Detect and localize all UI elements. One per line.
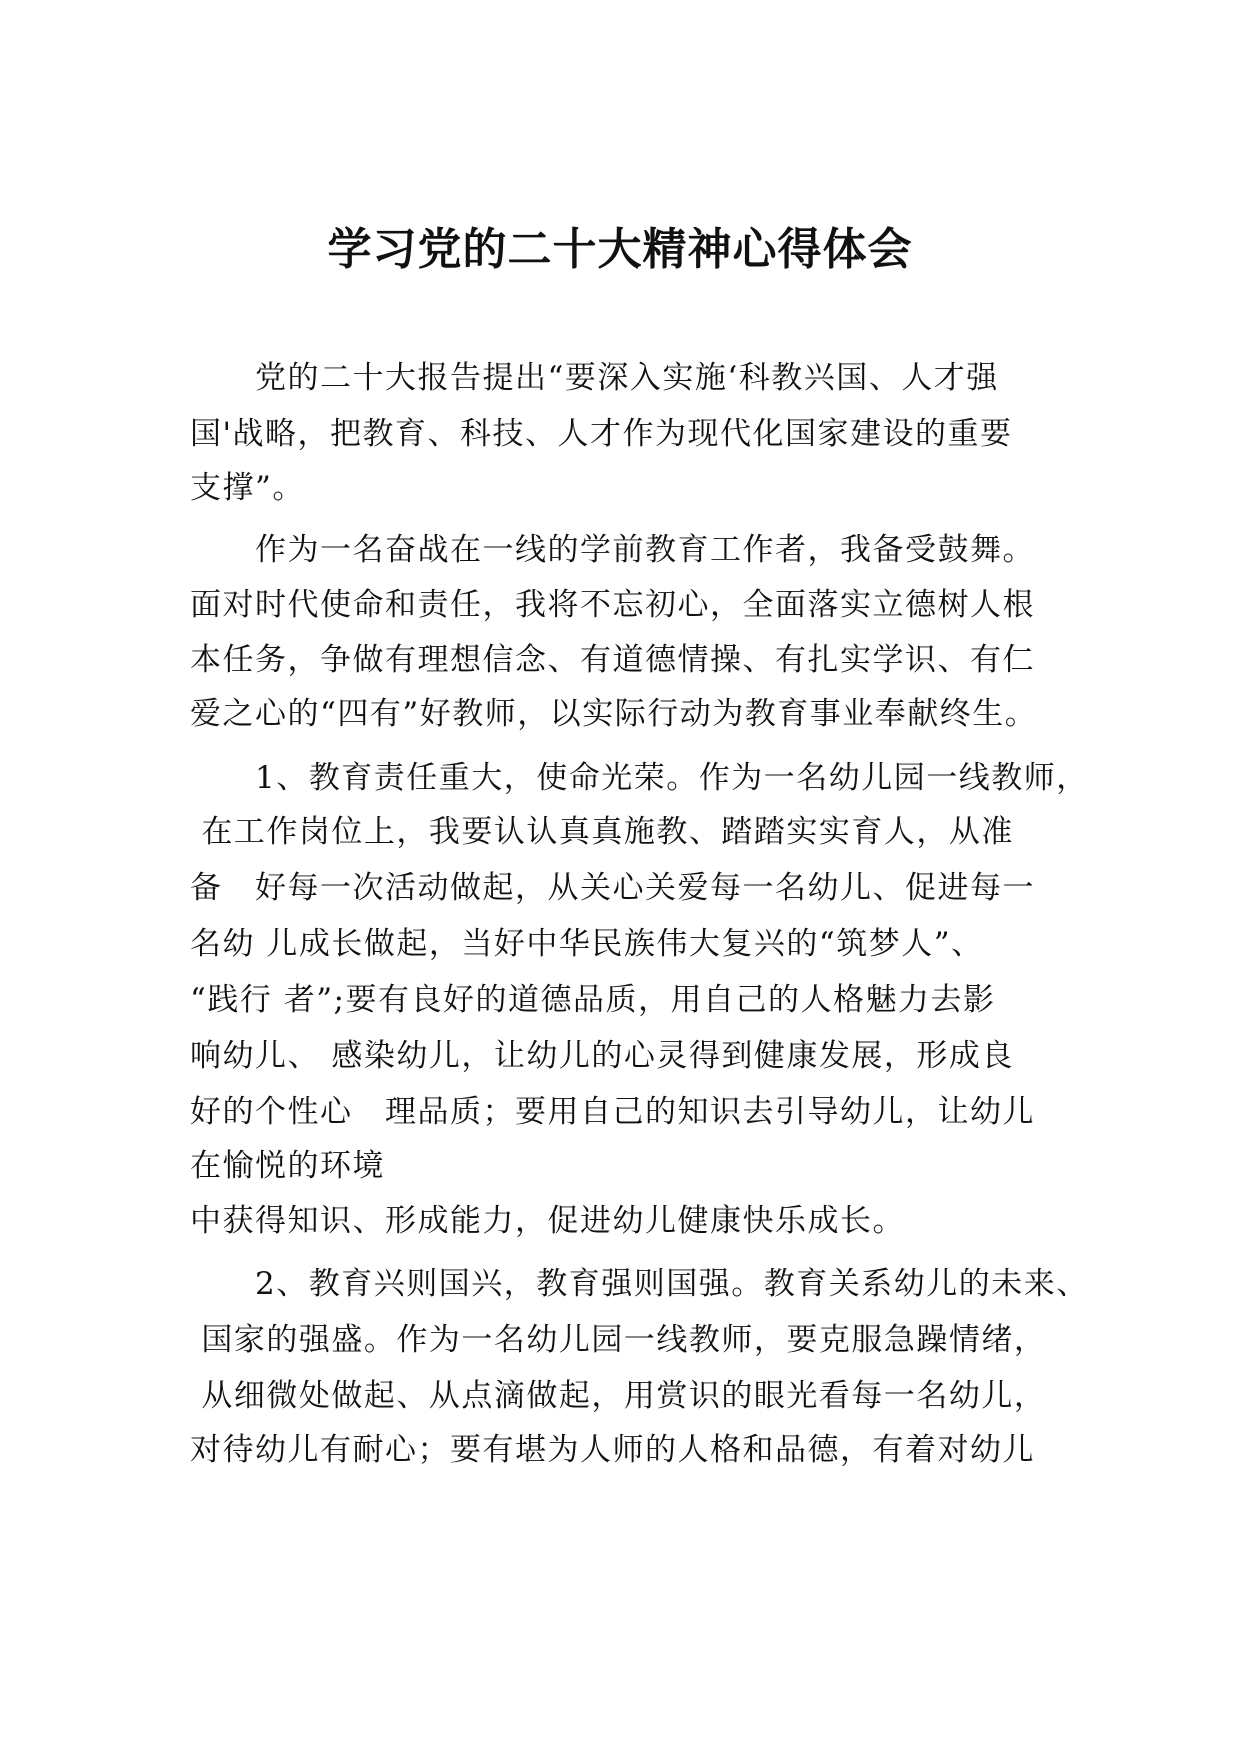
text-line: 本任务，争做有理想信念、有道德情操、有扎实学识、有仁 xyxy=(190,642,1035,678)
text-line: 对待幼儿有耐心；要有堪为人师的人格和品德，有着对幼儿 xyxy=(190,1432,1035,1468)
text-line: 中获得知识、形成能力，促进幼儿健康快乐成长。 xyxy=(190,1203,905,1239)
text-line: “践行 者”;要有良好的道德品质，用自己的人格魅力去影 xyxy=(190,982,996,1018)
text-line: 国家的强盛。作为一名幼儿园一线教师，要克服急躁情绪， xyxy=(190,1322,1047,1358)
text-line: 1、教育责任重大，使命光荣。作为一名幼儿园一线教师， xyxy=(190,760,1089,796)
text-line: 备 好每一次活动做起，从关心关爱每一名幼儿、促进每一 xyxy=(190,870,1035,906)
text-line: 在愉悦的环境 xyxy=(190,1148,385,1184)
text-line: 名幼 儿成长做起，当好中华民族伟大复兴的“筑梦人”、 xyxy=(190,926,984,962)
text-line: 2、教育兴则国兴，教育强则国强。教育关系幼儿的未来、 xyxy=(190,1266,1089,1302)
text-line: 从细微处做起、从点滴做起，用赏识的眼光看每一名幼儿， xyxy=(190,1378,1047,1414)
text-line: 作为一名奋战在一线的学前教育工作者，我备受鼓舞。 xyxy=(190,532,1035,568)
text-line: 国'战略，把教育、科技、人才作为现代化国家建设的重要 xyxy=(190,416,1013,452)
page-title: 学习党的二十大精神心得体会 xyxy=(327,224,913,275)
text-line: 党的二十大报告提出“要深入实施‘科教兴国、人才强 xyxy=(190,360,999,396)
text-line: 支撑”。 xyxy=(190,470,305,506)
text-line: 面对时代使命和责任，我将不忘初心，全面落实立德树人根 xyxy=(190,587,1035,623)
text-line: 响幼儿、 感染幼儿，让幼儿的心灵得到健康发展，形成良 xyxy=(190,1038,1014,1074)
text-line: 爱之心的“四有”好教师，以实际行动为教育事业奉献终生。 xyxy=(190,696,1038,732)
text-line: 好的个性心 理品质；要用自己的知识去引导幼儿，让幼儿 xyxy=(190,1094,1035,1130)
text-line: 在工作岗位上，我要认认真真施教、踏踏实实育人，从准 xyxy=(190,814,1014,850)
